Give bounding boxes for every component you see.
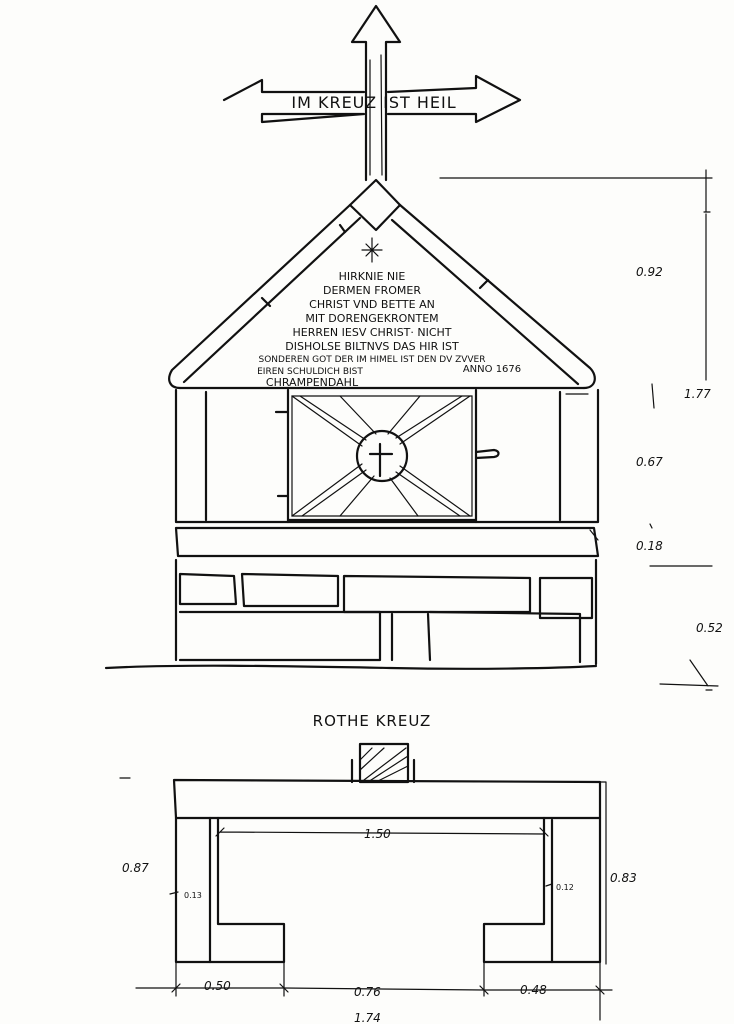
dim-left-wall: 0.13 — [184, 891, 202, 900]
inscription-line: CHRIST VND BETTE AN — [309, 298, 435, 311]
stone-ledge — [176, 528, 598, 556]
dim-inner-width: 1.50 — [364, 827, 391, 841]
plan-view — [174, 744, 600, 962]
dim-right-wall: 0.12 — [556, 883, 574, 892]
plan-title: ROTHE KREUZ — [312, 712, 432, 730]
dim-base: 0.52 — [696, 621, 723, 635]
inscription-line: DERMEN FROMER — [323, 284, 421, 297]
dim-total-width: 1.74 — [354, 1011, 381, 1024]
dim-total: 1.77 — [684, 387, 711, 401]
inscription-line: DISHOLSE BILTNVS DAS HIR IST — [285, 340, 459, 353]
inscription-line: HIRKNIE NIE — [338, 270, 406, 283]
inscription-line: SONDEREN GOT DER IM HIMEL IST DEN DV ZVVER — [258, 355, 486, 365]
stone-base — [106, 560, 596, 669]
dim-ledge: 0.18 — [636, 539, 663, 553]
dim-right-return: 0.48 — [520, 983, 547, 997]
sun-medallion — [357, 431, 407, 481]
cross-ornament — [362, 238, 382, 262]
niche-body — [176, 390, 598, 522]
inscription-line: HERREN IESV CHRIST· NICHT — [292, 326, 452, 339]
niche-door — [276, 390, 499, 522]
inscription-anno: ANNO 1676 — [462, 364, 522, 375]
medallion-cross — [370, 444, 392, 476]
inscription-line: MIT DORENGEKRONTEM — [305, 312, 439, 325]
cross-sign-arrow — [224, 76, 520, 122]
dim-left-return: 0.50 — [204, 979, 231, 993]
inscription-line: EIREN SCHULDICH BIST — [257, 367, 363, 377]
inscription-line: CHRAMPENDAHL — [265, 376, 359, 389]
dim-niche: 0.67 — [636, 455, 663, 469]
dim-right-depth: 0.83 — [610, 871, 637, 885]
cross-sign-text: IM KREUZ IST HEIL — [291, 93, 457, 112]
dim-opening: 0.76 — [354, 985, 381, 999]
dim-gable: 0.92 — [636, 265, 663, 279]
dim-left-depth: 0.87 — [122, 861, 149, 875]
